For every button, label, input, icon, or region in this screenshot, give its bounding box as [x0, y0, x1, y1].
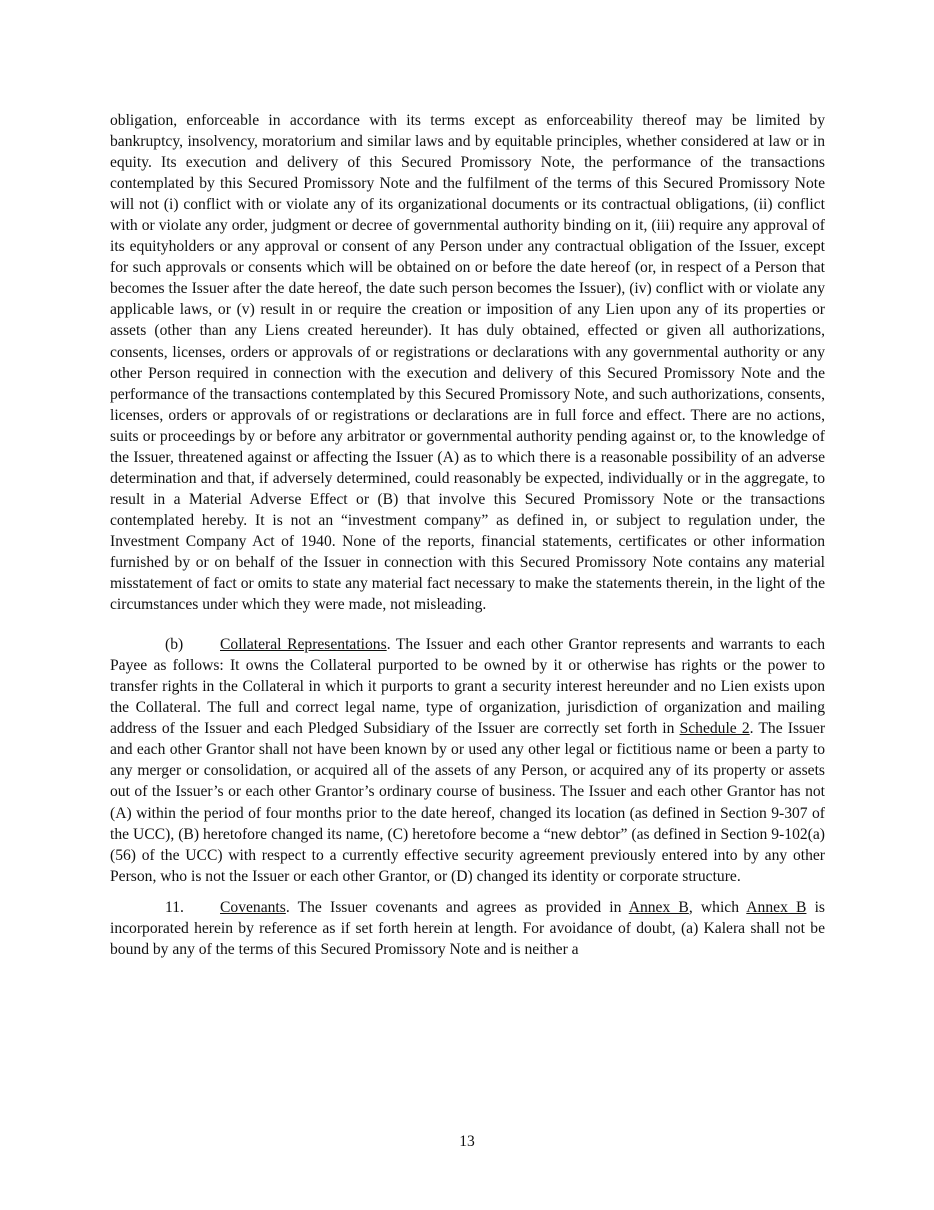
section-text: . The Issuer and each other Grantor shall not have been known by or used any other legal or fictitious name or been a party to any merger or consolidation, or acquired all of the assets of any Person, or acquired any of its property or assets out of the Issuer’s or each other Grantor’s ordinary course of business. The Issuer and each other Grantor has not (A) within the period of four months prior to the date hereof, changed its location (as defined in Section 9-307 of the UCC), (B) heretofore changed its name, (C) heretofore become a “new debtor” (as defined in Section 9-102(a)(56) of the UCC) with respect to a currently effective security agreement previously entered into by any other Person, who is not the Issuer or each other Grantor, or (D) changed its identity or corporate structure.	[110, 720, 826, 885]
section-text: , which	[688, 898, 747, 916]
section-text: is incorporated herein by reference as if set forth herein at length. For avoidance of doubt, (a) Kalera shall not be bound by any of the terms of this Secured Promissory Note and is neither a	[110, 898, 825, 958]
section-b-collateral-representations	[110, 634, 825, 887]
section-number: (b)	[165, 636, 184, 654]
schedule-reference: Schedule 2	[679, 720, 750, 738]
section-heading: Collateral Representations	[220, 636, 387, 654]
document-page	[110, 110, 825, 960]
paragraph-representations: obligation, enforceable in accordance with its terms except as enforceability thereof may be limited by bankruptcy, insolvency, moratorium and similar laws and by equitable principles, whether considered at law or in equity. Its execution and delivery of this Secured Promissory Note, the performance of the transactions contemplated by this Secured Promissory Note and the fulfilment of the terms of this Secured Promissory Note will not (i) conflict with or violate any of its organizational documents or its contractual obligations, (ii) conflict with or violate any order, judgment or decree of governmental authority binding on it, (iii) require any approval of its equityholders or any approval or consent of any Person under any contractual obligation of the Issuer, except for such approvals or consents which will be obtained on or before the date hereof (or, in respect of a Person that becomes the Issuer after the date hereof, the date such person becomes the Issuer), (iv) conflict with or violate any applicable laws, or (v) result in or require the creation or imposition of any Lien upon any of its properties or assets (other than any Liens created hereunder). It has duly obtained, effected or given all authorizations, consents, licenses, orders or approvals of or registrations or declarations with any governmental authority or any other Person required in connection with the execution and delivery of this Secured Promissory Note and the performance of the transactions contemplated by this Secured Promissory Note, and such authorizations, consents, licenses, orders or approvals of or registrations or declarations are in full force and effect. There are no actions, suits or proceedings by or before any arbitrator or governmental authority pending against or, to the knowledge of the Issuer, threatened against or affecting the Issuer (A) as to which there is a reasonable possibility of an adverse determination and that, if adversely determined, could reasonably be expected, individually or in the aggregate, to result in a Material Adverse Effect or (B) that involve this Secured Promissory Note or the transactions contemplated hereby. It is not an “investment company” as defined in, or subject to regulation under, the Investment Company Act of 1940. None of the reports, financial statements, certificates or other information furnished by or on behalf of the Issuer in connection with this Secured Promissory Note contains any material misstatement of fact or omits to state any material fact necessary to make the statements therein, in the light of the circumstances under which they were made, not misleading.	[110, 112, 825, 614]
page-number: 13	[459, 1133, 475, 1150]
section-number: 11.	[165, 898, 184, 916]
section-text: . The Issuer covenants and agrees as provided in	[285, 898, 629, 916]
annex-reference: Annex B	[746, 898, 807, 916]
annex-reference: Annex B	[628, 898, 689, 916]
section-text: . The Issuer and each other Grantor represents and warrants to each Payee as follows: It owns the Collateral purported to be owned by it or otherwise has rights or the power to transfer rights in the Collateral in which it purports to grant a security interest hereunder and no Lien exists upon the Collateral. The full and correct legal name, type of organization, jurisdiction of organization and mailing address of the Issuer and each Pledged Subsidiary of the Issuer are correctly set forth in	[110, 636, 826, 738]
section-heading: Covenants	[220, 898, 286, 916]
section-11-covenants	[110, 897, 825, 960]
